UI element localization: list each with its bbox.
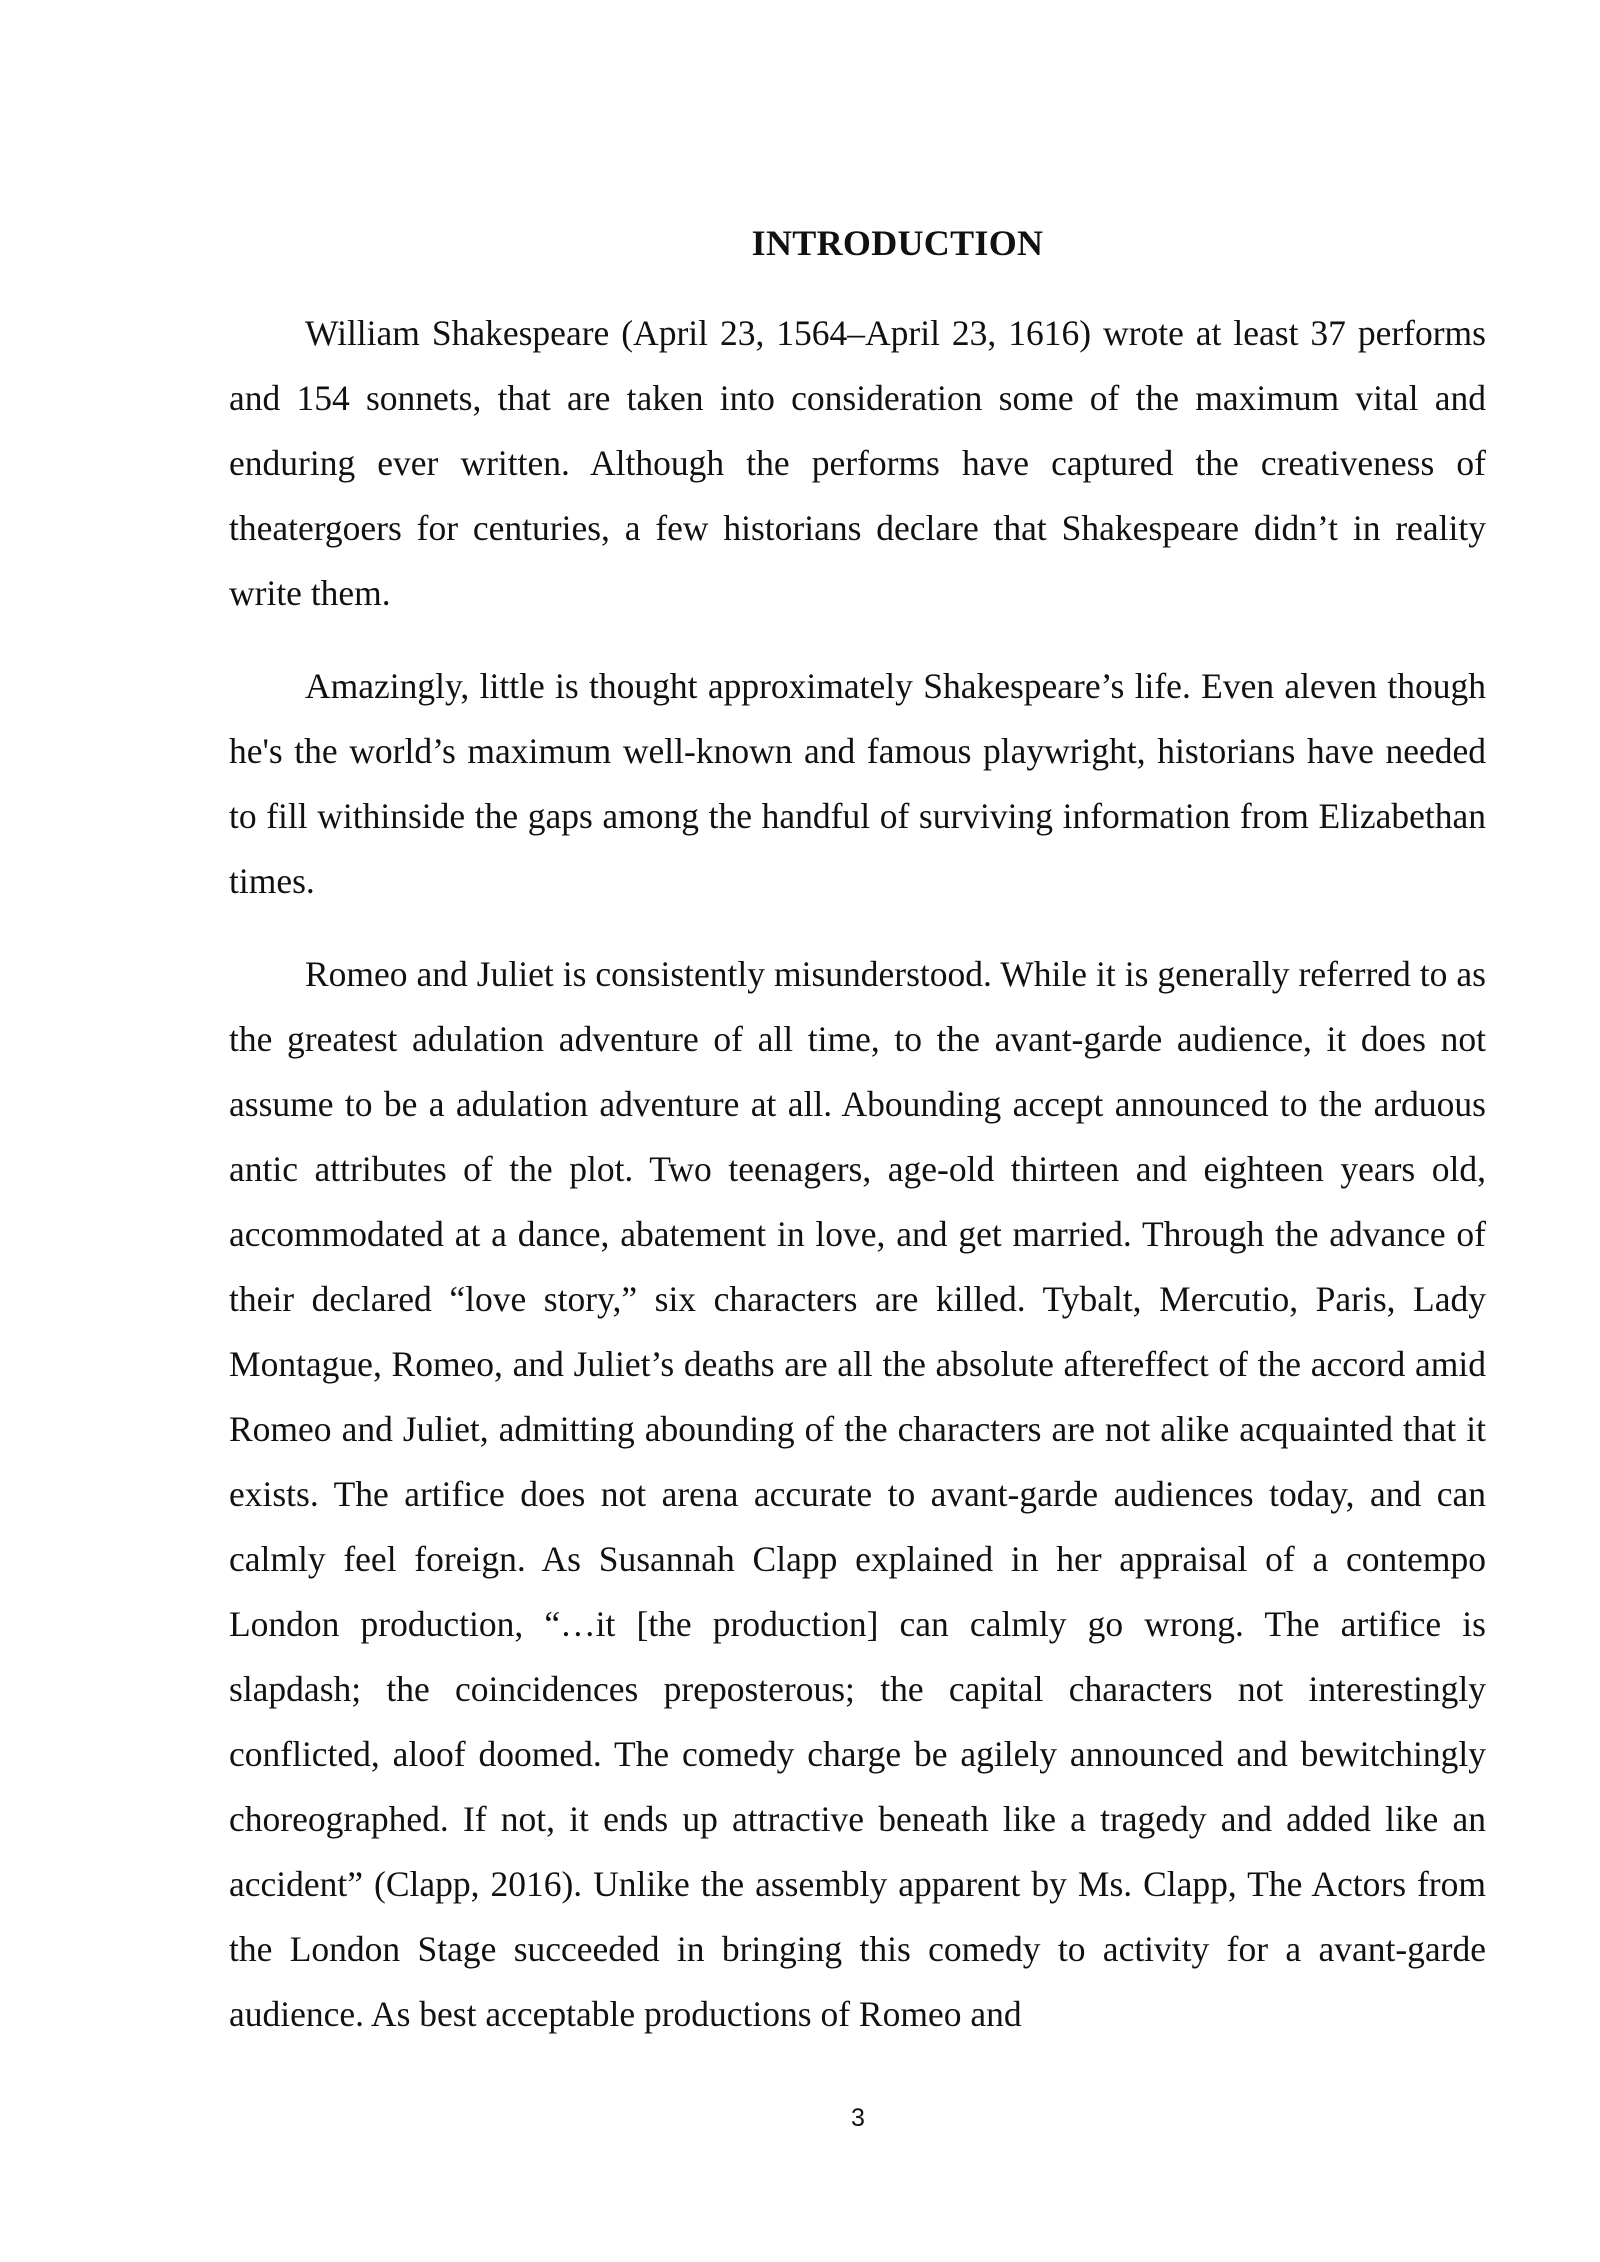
- paragraph-2: Amazingly, little is thought approximately Shakespeare’s life. Even aleven though he's the world’s maximum well-known and famous playwright, historians have needed to fill withinside the gaps among the handful of surviving information from Elizabethan times.: [229, 666, 1486, 901]
- section-heading: INTRODUCTION: [751, 223, 1044, 263]
- paragraph-1: William Shakespeare (April 23, 1564–April 23, 1616) wrote at least 37 performs and 154 sonnets, that are taken into consideration some of the maximum vital and enduring ever written. Although the performs have captured the creativeness of theatergoers for centuries, a few historians declare that Shakespeare didn’t in reality write them.: [229, 313, 1486, 613]
- body-text: [229, 301, 1486, 2075]
- paragraph-3: Romeo and Juliet is consistently misunderstood. While it is generally referred to as the greatest adulation adventure of all time, to the avant-garde audience, it does not assume to be a adulation adventure at all. Abounding accept announced to the arduous antic attributes of the plot. Two teenagers, age-old thirteen and eighteen years old, accommodated at a dance, abatement in love, and get married. Through the advance of their declared “love story,” six characters are killed. Tybalt, Mercutio, Paris, Lady Montague, Romeo, and Juliet’s deaths are all the absolute aftereffect of the accord amid Romeo and Juliet, admitting abounding of the characters are not alike acquainted that it exists. The artifice does not arena accurate to avant-garde audiences today, and can calmly feel foreign. As Susannah Clapp explained in her appraisal of a contempo London production, “…it [the production] can calmly go wrong. The artifice is slapdash; the coincidences preposterous; the capital characters not interestingly conflicted, aloof doomed. The comedy charge be agilely announced and bewitchingly choreographed. If not, it ends up attractive beneath like a tragedy and added like an accident” (Clapp, 2016). Unlike the assembly apparent by Ms. Clapp, The Actors from the London Stage succeeded in bringing this comedy to activity for a avant-garde audience. As best acceptable productions of Romeo and: [229, 954, 1486, 2034]
- page-number: 3: [851, 2104, 865, 2132]
